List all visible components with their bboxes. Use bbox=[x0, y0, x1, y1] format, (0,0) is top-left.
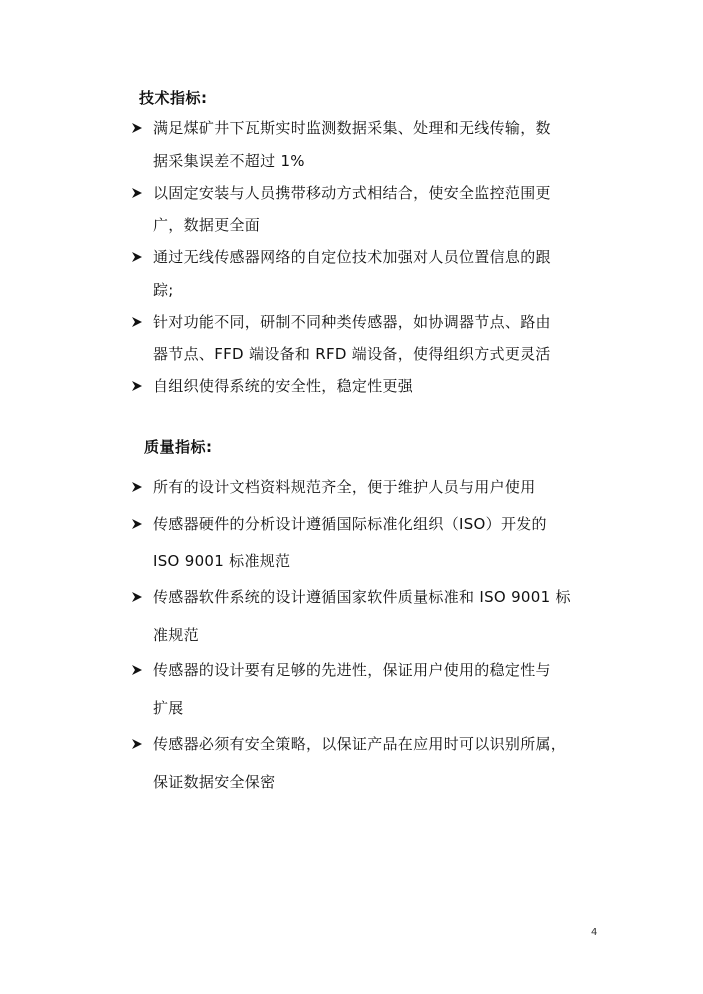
list-item-line: 传感器软件系统的设计遵循国家软件质量标准和 ISO 9001 标 bbox=[153, 588, 571, 606]
arrow-bullet-icon bbox=[131, 380, 143, 392]
list-item-line: 满足煤矿井下瓦斯实时监测数据采集、处理和无线传输，数 bbox=[153, 119, 551, 137]
arrow-bullet-icon bbox=[131, 591, 143, 603]
list-item-line: 针对功能不同，研制不同种类传感器，如协调器节点、路由 bbox=[153, 313, 551, 331]
list-item-line: 广，数据更全面 bbox=[153, 216, 261, 234]
section-heading-technical: 技术指标: bbox=[139, 89, 208, 107]
arrow-bullet-icon bbox=[131, 122, 143, 134]
arrow-bullet-icon bbox=[131, 187, 143, 199]
arrow-bullet-icon bbox=[131, 251, 143, 263]
list-item-line: ISO 9001 标准规范 bbox=[153, 552, 291, 570]
list-item-line: 自组织使得系统的安全性，稳定性更强 bbox=[153, 377, 414, 395]
arrow-bullet-icon bbox=[131, 518, 143, 530]
page-number: 4 bbox=[591, 927, 598, 938]
list-item-line: 准规范 bbox=[153, 626, 199, 644]
list-item-line: 传感器必须有安全策略，以保证产品在应用时可以识别所属， bbox=[153, 735, 567, 753]
list-item-line: 传感器硬件的分析设计遵循国际标准化组织（ISO）开发的 bbox=[153, 515, 547, 533]
list-item-line: 所有的设计文档资料规范齐全，便于维护人员与用户使用 bbox=[153, 478, 536, 496]
list-item-line: 器节点、FFD 端设备和 RFD 端设备，使得组织方式更灵活 bbox=[153, 345, 551, 363]
list-item-line: 据采集误差不超过 1% bbox=[153, 152, 305, 170]
arrow-bullet-icon bbox=[131, 481, 143, 493]
section-heading-quality: 质量指标: bbox=[144, 438, 213, 456]
arrow-bullet-icon bbox=[131, 316, 143, 328]
list-item-line: 传感器的设计要有足够的先进性，保证用户使用的稳定性与 bbox=[153, 661, 551, 679]
list-item-line: 通过无线传感器网络的自定位技术加强对人员位置信息的跟 bbox=[153, 248, 551, 266]
arrow-bullet-icon bbox=[131, 664, 143, 676]
list-item-line: 扩展 bbox=[153, 699, 184, 717]
list-item-line: 以固定安装与人员携带移动方式相结合，使安全监控范围更 bbox=[153, 184, 551, 202]
list-item-line: 保证数据安全保密 bbox=[153, 773, 276, 791]
arrow-bullet-icon bbox=[131, 738, 143, 750]
list-item-line: 踪; bbox=[153, 281, 174, 299]
